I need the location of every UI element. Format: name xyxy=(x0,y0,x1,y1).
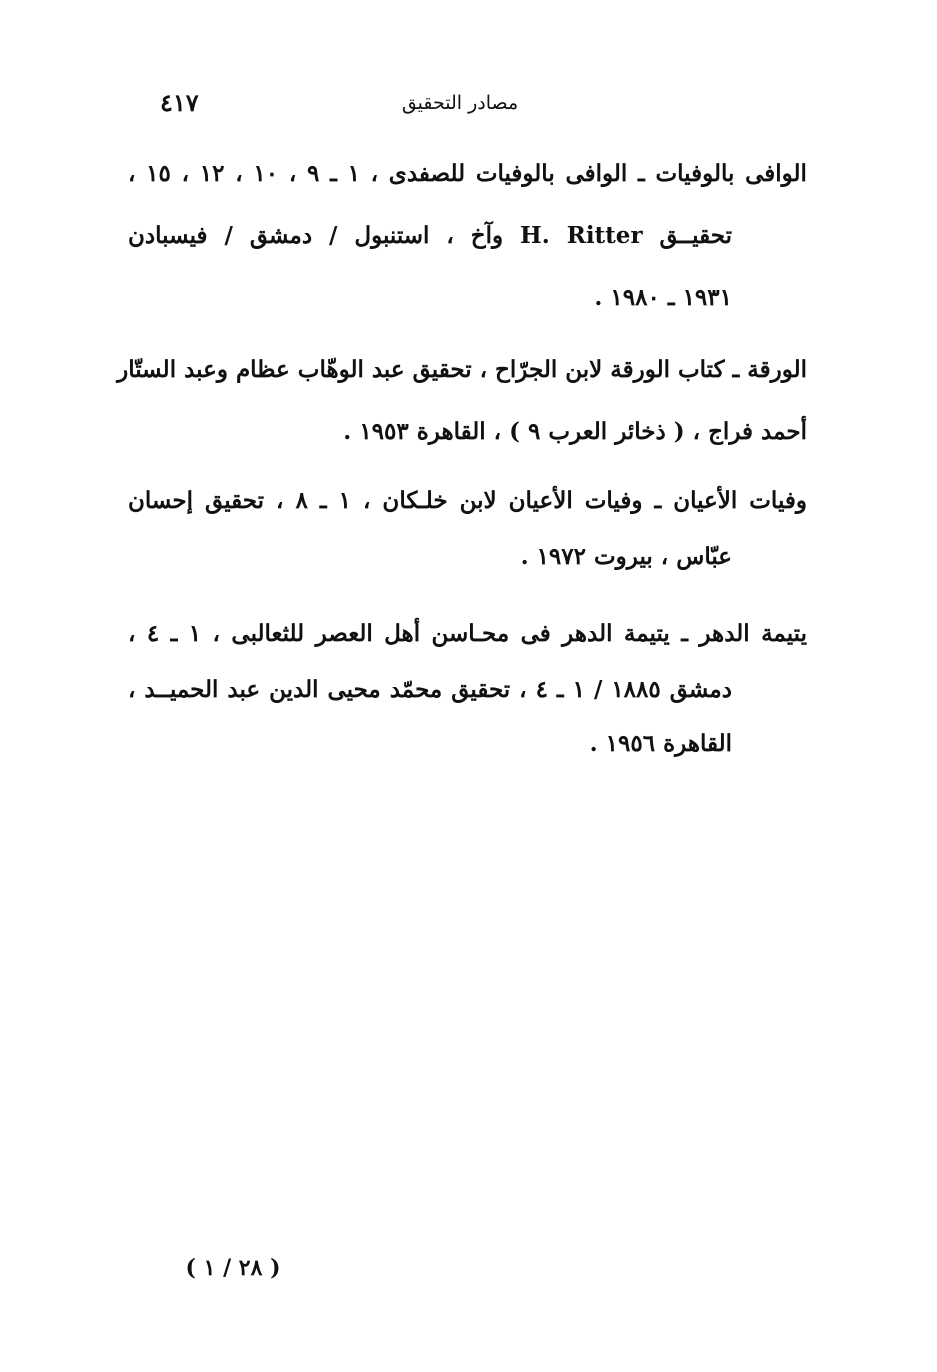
bibliography-entry-line: تحقيــق H. Ritter وآخ ، استنبول / دمشق / فيسبادن xyxy=(128,222,732,249)
bibliography-entry-line: وفيات الأعيان ـ وفيات الأعيان لابن خلـكان ، ١ ـ ٨ ، تحقيق إحسان xyxy=(128,487,807,514)
bibliography-entry-line: ١٩٣١ ـ ١٩٨٠ . xyxy=(594,284,732,311)
bibliography-entry-line: القاهرة ١٩٥٦ . xyxy=(589,730,732,757)
page-number: ٤١٧ xyxy=(160,88,199,117)
bibliography-entry-line: أحمد فراج ، ( ذخائر العرب ٩ ) ، القاهرة ١٩٥٣ . xyxy=(343,418,807,445)
bibliography-entry-line: الوافى بالوفيات ـ الوافى بالوفيات للصفدى ، ١ ـ ٩ ، ١٠ ، ١٢ ، ١٥ ، xyxy=(128,160,807,187)
bibliography-entry-line: دمشق ١٨٨٥ / ١ ـ ٤ ، تحقيق محمّد محيى الدين عبد الحميــد ، xyxy=(128,676,732,703)
bibliography-entry-line: عبّاس ، بيروت ١٩٧٢ . xyxy=(520,543,732,570)
bibliography-entry-line: الورقة ـ كتاب الورقة لابن الجرّاح ، تحقيق عبد الوهّاب عظام وعبد الستّار xyxy=(117,356,807,383)
signature-mark: ( ٢٨ / ١ ) xyxy=(185,1255,281,1281)
running-head: مصادر التحقيق xyxy=(401,92,519,114)
latin-name: H. Ritter xyxy=(520,222,643,249)
bibliography-entry-line: يتيمة الدهر ـ يتيمة الدهر فى محـاسن أهل العصر للثعالبى ، ١ ـ ٤ ، xyxy=(128,620,807,647)
